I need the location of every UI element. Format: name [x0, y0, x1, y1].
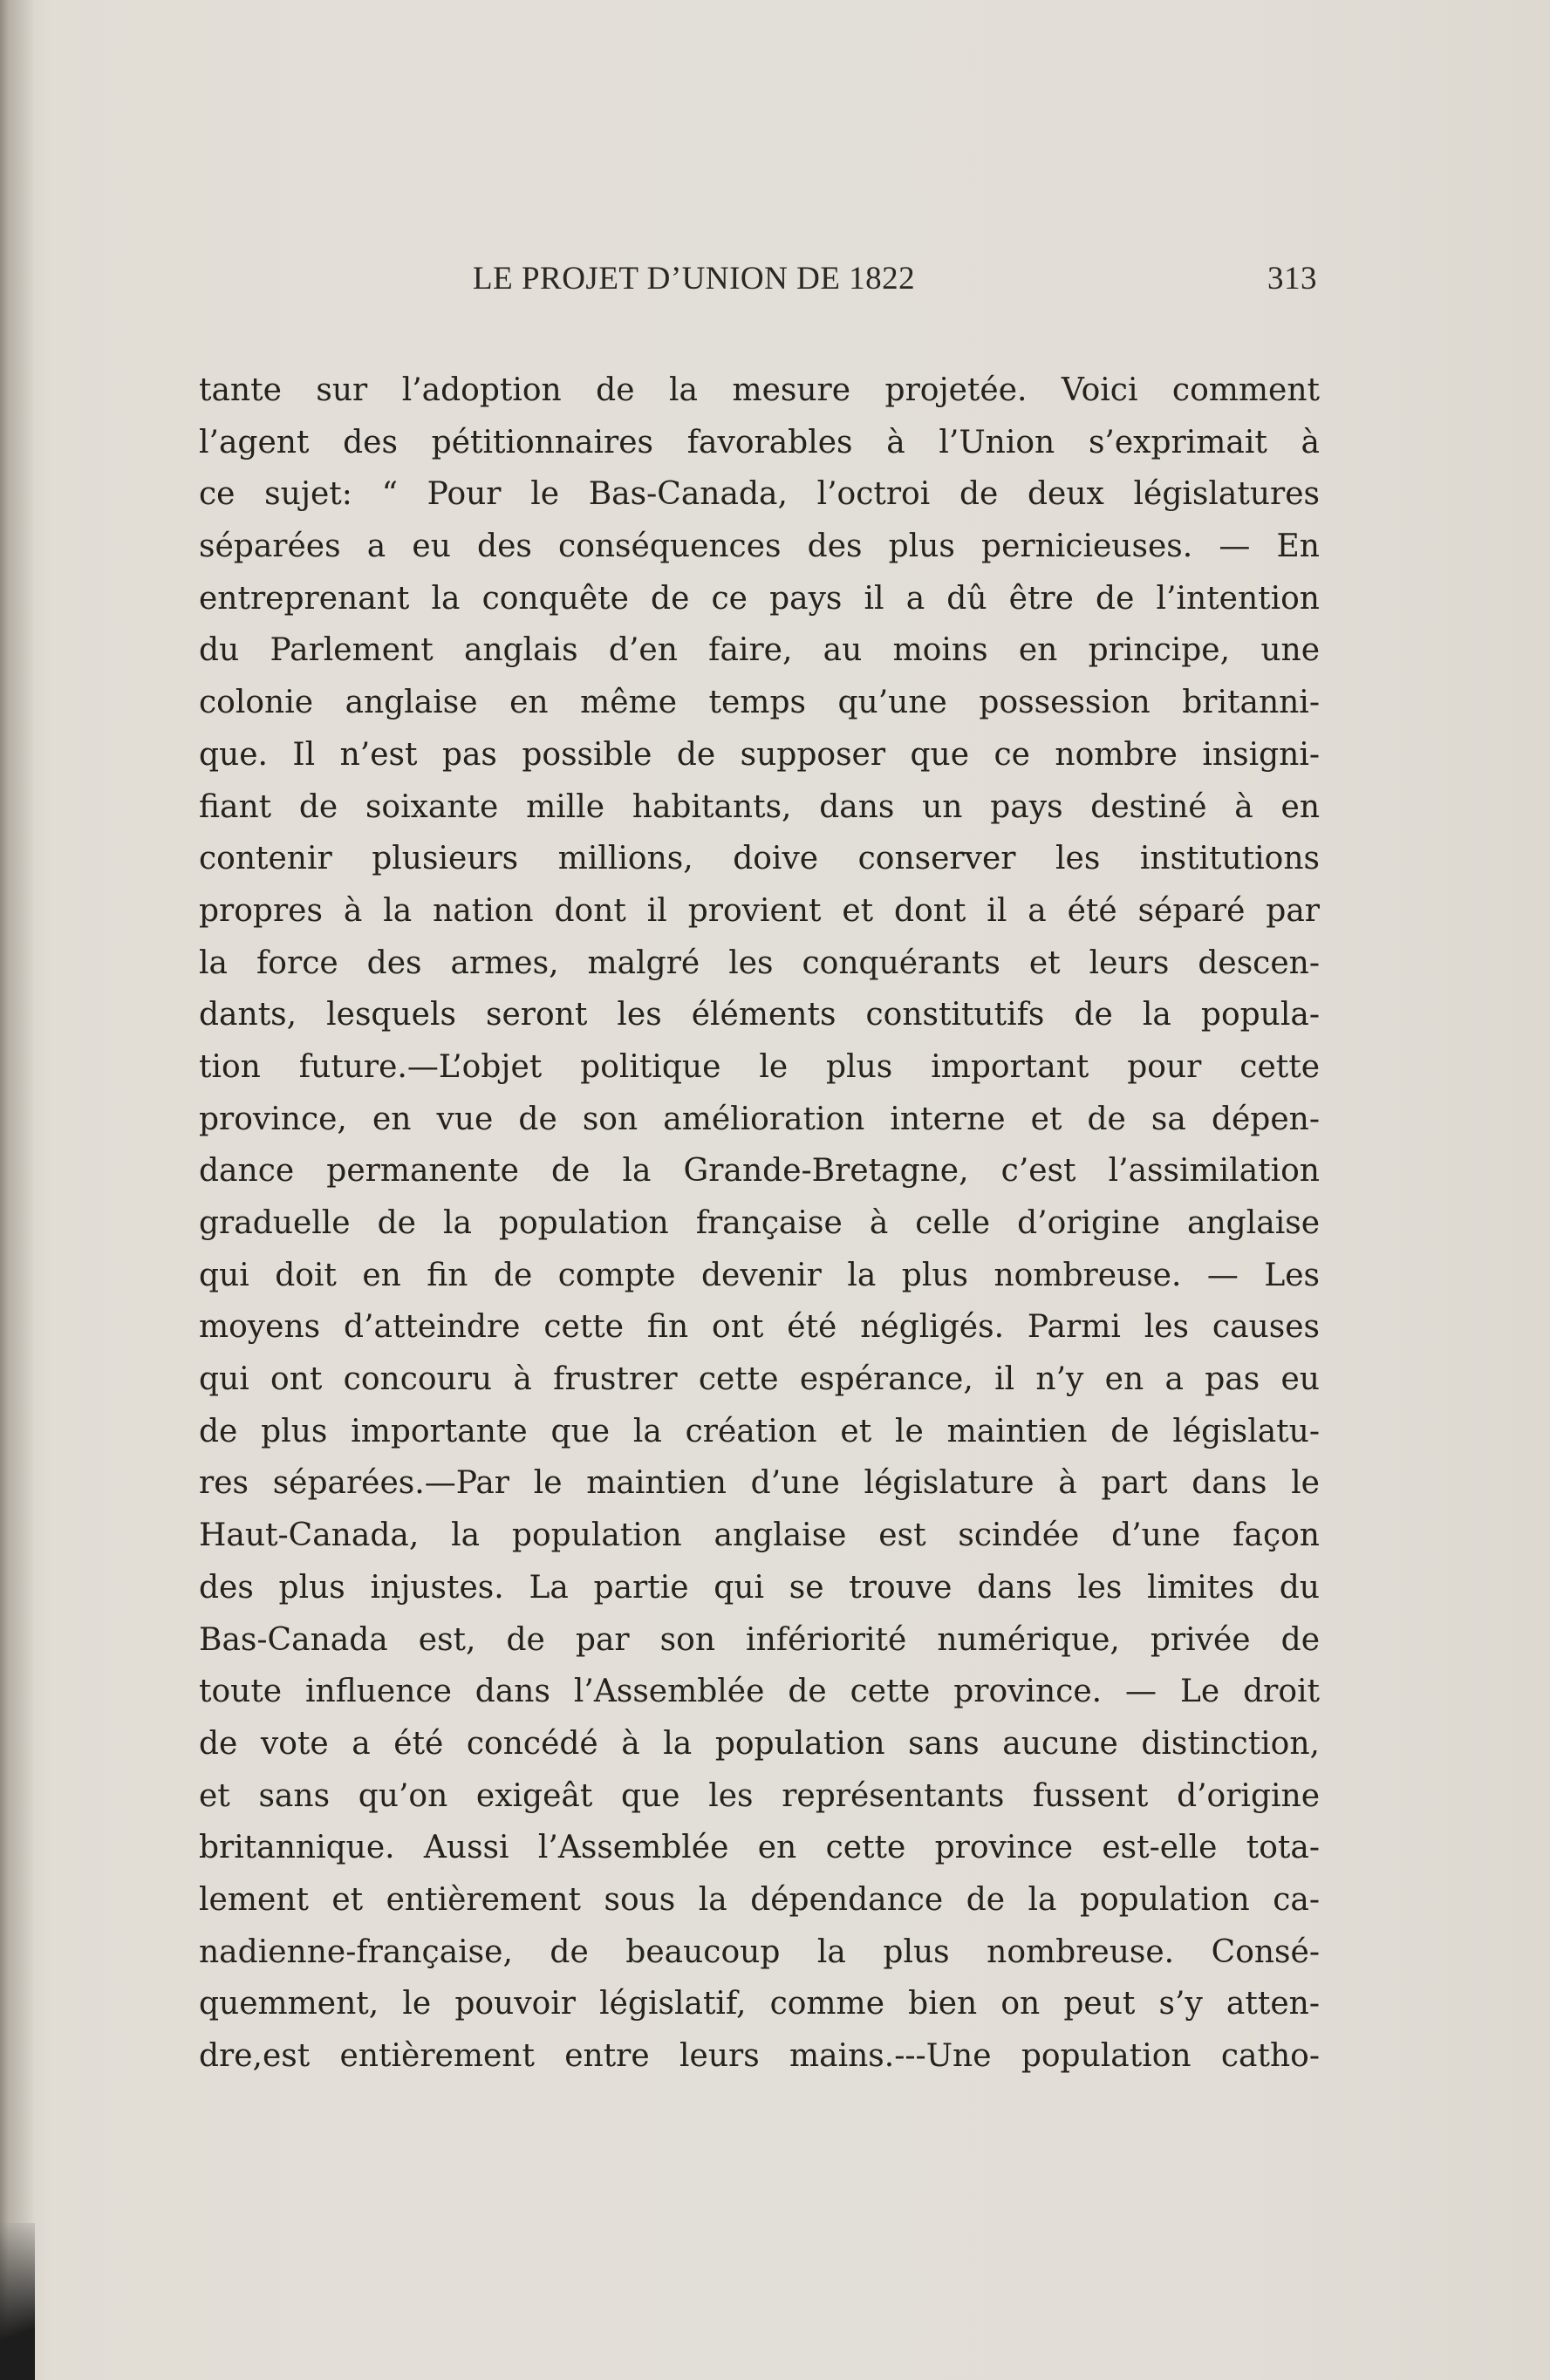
running-title: LE PROJET D’UNION DE 1822 [473, 261, 916, 297]
text-line: lement et entièrement sous la dépendance de la population ca- [199, 1881, 1320, 1918]
text-line: du Parlement anglais d’en faire, au moins en principe, une [199, 632, 1320, 669]
text-line: séparées a eu des conséquences des plus pernicieuses. — En [199, 529, 1320, 565]
text-line: ce sujet: “ Pour le Bas-Canada, l’octroi de deux législatures [199, 476, 1320, 513]
text-line: Haut-Canada, la population anglaise est scindée d’une façon [199, 1517, 1320, 1554]
gutter-shadow [0, 0, 35, 2380]
text-line: province, en vue de son amélioration interne et de sa dépen- [199, 1101, 1320, 1137]
text-line: colonie anglaise en même temps qu’une possession britanni- [199, 685, 1320, 721]
text-line: l’agent des pétitionnaires favorables à l’Union s’exprimait à [199, 424, 1320, 460]
text-line: et sans qu’on exigeât que les représentants fussent d’origine [199, 1777, 1320, 1814]
spine-corner [0, 2223, 35, 2380]
body-text [199, 365, 1320, 2083]
text-line: moyens d’atteindre cette fin ont été négligés. Parmi les causes [199, 1309, 1320, 1346]
text-line: dance permanente de la Grande-Bretagne, c’est l’assimilation [199, 1153, 1320, 1190]
text-line: tion future.—L’objet politique le plus important pour cette [199, 1048, 1320, 1085]
text-line: de vote a été concédé à la population sans aucune distinction, [199, 1725, 1320, 1762]
text-line: britannique. Aussi l’Assemblée en cette province est-elle tota- [199, 1830, 1320, 1866]
text-line: tante sur l’adoption de la mesure projetée. Voici comment [199, 372, 1320, 408]
text-line: entreprenant la conquête de ce pays il a dû être de l’intention [199, 580, 1320, 617]
text-line: dants, lesquels seront les éléments constitutifs de la popula- [199, 997, 1320, 1033]
text-line: de plus importante que la création et le maintien de législatu- [199, 1413, 1320, 1449]
text-line: la force des armes, malgré les conquérants et leurs descen- [199, 944, 1320, 981]
text-line: dre,est entièrement entre leurs mains.---Une population catho- [199, 2038, 1320, 2074]
text-line: nadienne-française, de beaucoup la plus nombreuse. Consé- [199, 1933, 1320, 1970]
text-line: des plus injustes. La partie qui se trouve dans les limites du [199, 1569, 1320, 1606]
text-line: res séparées.—Par le maintien d’une législature à part dans le [199, 1465, 1320, 1502]
text-line: qui doit en fin de compte devenir la plus nombreuse. — Les [199, 1257, 1320, 1293]
text-line: quemment, le pouvoir législatif, comme bien on peut s’y atten- [199, 1986, 1320, 2022]
text-line: que. Il n’est pas possible de supposer que ce nombre insigni- [199, 736, 1320, 773]
text-line: qui ont concouru à frustrer cette espérance, il n’y en a pas eu [199, 1361, 1320, 1398]
text-line: graduelle de la population française à celle d’origine anglaise [199, 1205, 1320, 1241]
page-number: 313 [1267, 261, 1317, 297]
text-line: propres à la nation dont il provient et dont il a été séparé par [199, 892, 1320, 929]
text-line: Bas-Canada est, de par son infériorité numérique, privée de [199, 1621, 1320, 1658]
text-line: contenir plusieurs millions, doive conserver les institutions [199, 841, 1320, 877]
running-head [201, 260, 1317, 303]
text-line: toute influence dans l’Assemblée de cette province. — Le droit [199, 1674, 1320, 1710]
text-line: fiant de soixante mille habitants, dans un pays destiné à en [199, 788, 1320, 825]
